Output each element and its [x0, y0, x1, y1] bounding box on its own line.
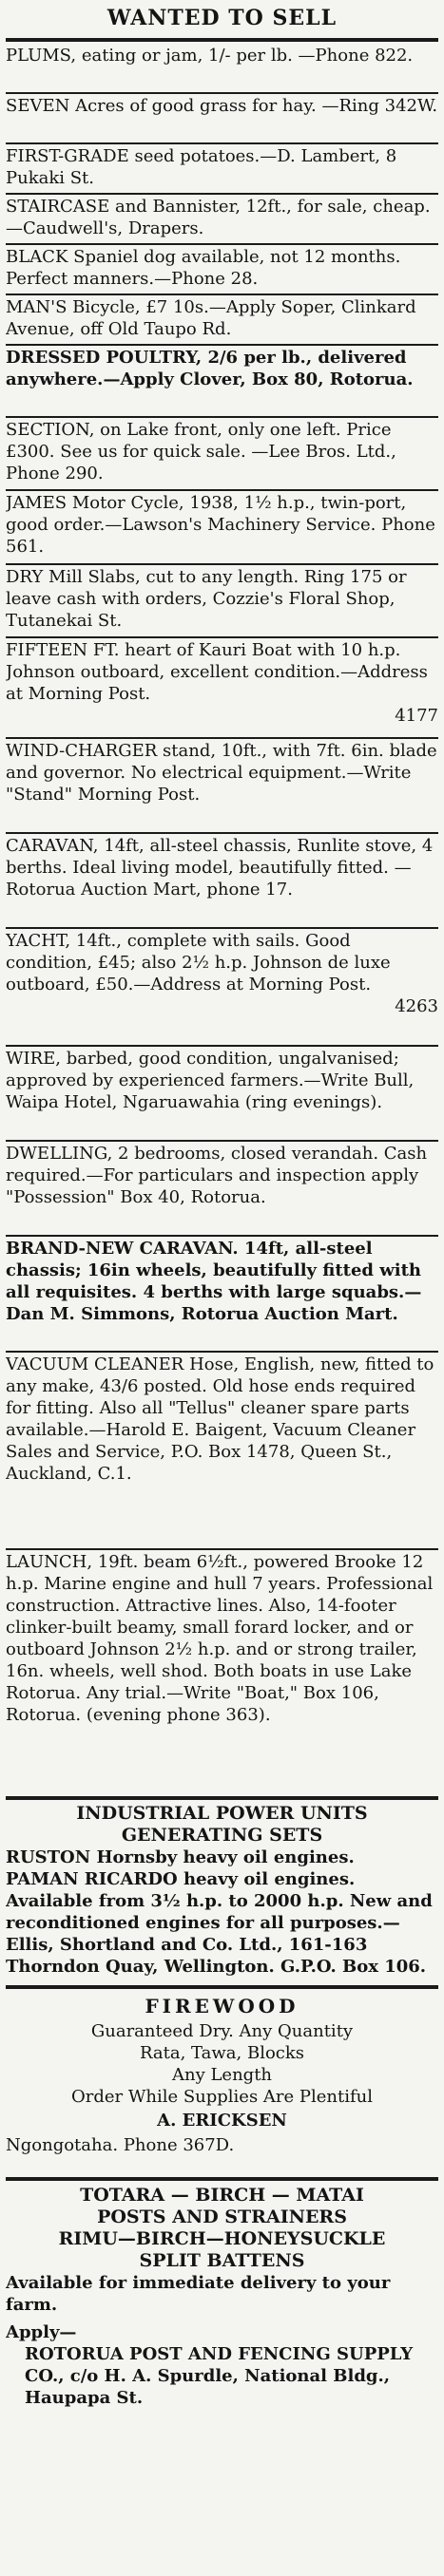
ad-potatoes: FIRST-GRADE seed potatoes.—D. Lambert, 8 Pukaki St.	[6, 146, 397, 188]
ad-motorcycle: JAMES Motor Cycle, 1938, 1½ h.p., twin-port, good order.—Lawson's Machinery Service. Phone 561.	[6, 493, 435, 557]
divider	[6, 193, 438, 195]
divider	[6, 1045, 438, 1047]
ad-wind-charger: WIND-CHARGER stand, 10ft., with 7ft. 6in. blade and governor. No electrical equipment.—Write "Stand" Morning Post.	[6, 741, 437, 805]
divider	[6, 563, 438, 565]
ad-vacuum-cleaner: VACUUM CLEANER Hose, English, new, fitted to any make, 43/6 posted. Old hose ends required for fitting. Also all "Tellus" cleaner spare parts available.—Harold E. Baigent, Vacuum Cleaner Sales and Service, P.O. Box 1478, Queen St., Auckland, C.1.	[6, 1354, 434, 1484]
firewood-place: Ngongotaha.	[6, 2135, 119, 2155]
ad-spaniel: BLACK Spaniel dog available, not 12 months. Perfect manners.—Phone 28.	[6, 247, 401, 289]
ad-caravan: CARAVAN, 14ft, all-steel chassis, Runlite stove, 4 berths. Ideal living model, beautifully fitted. — Rotorua Auction Mart, phone 17.	[6, 836, 434, 900]
ad-plums: PLUMS, eating or jam, 1/- per lb. —Phone 822.	[6, 46, 414, 66]
divider	[6, 636, 438, 638]
ad-section: SECTION, on Lake front, only one left. Price £300. See us for quick sale. —Lee Bros. Ltd., Phone 290.	[6, 420, 396, 483]
divider	[6, 1351, 438, 1353]
ad-wire: WIRE, barbed, good condition, ungalvanised; approved by experienced farmers.—Write Bull, Waipa Hotel, Ngaruawahia (ring evenings).	[6, 1049, 415, 1112]
divider	[6, 832, 438, 834]
section-heading: WANTED TO SELL	[106, 6, 338, 30]
ad-totara-posts: TOTARA — BIRCH — MATAI POSTS AND STRAINERS RIMU—BIRCH—HONEYSUCKLE SPLIT BATTENS Available for immediate delivery to your farm. Apply— ROTORUA POST AND FENCING SUPPLY CO., c/o H. A. Spurdle, National Bldg., Haupapa St.	[6, 2185, 414, 2408]
divider	[6, 1796, 438, 1800]
classified-column	[6, 0, 438, 2576]
divider	[6, 142, 438, 144]
divider	[6, 1548, 438, 1550]
divider	[6, 1235, 438, 1237]
firewood-phone: Phone 367D.	[123, 2135, 235, 2155]
divider	[6, 737, 438, 739]
divider	[6, 38, 438, 42]
divider	[6, 489, 438, 491]
divider	[6, 416, 438, 418]
ad-mill-slabs: DRY Mill Slabs, cut to any length. Ring 175 or leave cash with orders, Cozzie's Floral Shop, Tutanekai St.	[6, 567, 407, 631]
ad-launch: LAUNCH, 19ft. beam 6½ft., powered Brooke 12 h.p. Marine engine and hull 7 years. Professional construction. Attractive lines. Also, 14-footer clinker-built beamy, small forard locker, and or outboard Johnson 2½ h.p. and or strong trailer, 16n. wheels, well shod. Both boats in use Lake Rotorua. Any trial.—Write "Boat," Box 106, Rotorua. (evening phone 363).	[6, 1552, 434, 1725]
divider	[6, 927, 438, 929]
divider	[6, 92, 438, 94]
ad-industrial-power-units: INDUSTRIAL POWER UNITS GENERATING SETS RUSTON Hornsby heavy oil engines. PAMAN RICARDO heavy oil engines. Available from 3½ h.p. to 2000 h.p. New and reconditioned engines for all purposes.—Ellis, Shortland and Co. Ltd., 161-163 Thorndon Quay, Wellington. G.P.O. Box 106.	[6, 1803, 433, 1977]
ad-kauri-boat: FIFTEEN FT. heart of Kauri Boat with 10 h.p. Johnson outboard, excellent condition.—Address at Morning Post. 4177	[6, 640, 438, 726]
ad-acres: SEVEN Acres of good grass for hay. —Ring 342W.	[6, 96, 438, 116]
ad-reference: 4177	[395, 706, 438, 726]
divider	[6, 344, 438, 346]
ad-reference: 4263	[395, 996, 438, 1016]
divider	[6, 1985, 438, 1989]
ad-yacht: YACHT, 14ft., complete with sails. Good condition, £45; also 2½ h.p. Johnson de luxe outboard, £50.—Address at Morning Post. 4263	[6, 931, 438, 1016]
ad-dwelling: DWELLING, 2 bedrooms, closed verandah. Cash required.—For particulars and inspection apply "Possession" Box 40, Rotorua.	[6, 1144, 428, 1207]
divider	[6, 294, 438, 295]
divider	[6, 1140, 438, 1142]
ad-brand-new-caravan: BRAND-NEW CARAVAN. 14ft, all-steel chassis; 16in wheels, beautifully fitted with all requisites. 4 berths with large squabs.—Dan M. Simmons, Rotorua Auction Mart.	[6, 1239, 422, 1324]
ad-staircase: STAIRCASE and Bannister, 12ft., for sale, cheap.—Caudwell's, Drapers.	[6, 197, 431, 238]
ad-poultry: DRESSED POULTRY, 2/6 per lb., delivered anywhere.—Apply Clover, Box 80, Rotorua.	[6, 348, 414, 389]
divider	[6, 2177, 438, 2181]
ad-firewood: FIREWOOD Guaranteed Dry. Any Quantity Rata, Tawa, Blocks Any Length Order While Supplies Are Plentiful A. ERICKSEN Ngongotaha. Phone 367D.	[6, 1995, 374, 2155]
ad-bicycle: MAN'S Bicycle, £7 10s.—Apply Soper, Clinkard Avenue, off Old Taupo Rd.	[6, 297, 416, 339]
divider	[6, 243, 438, 245]
